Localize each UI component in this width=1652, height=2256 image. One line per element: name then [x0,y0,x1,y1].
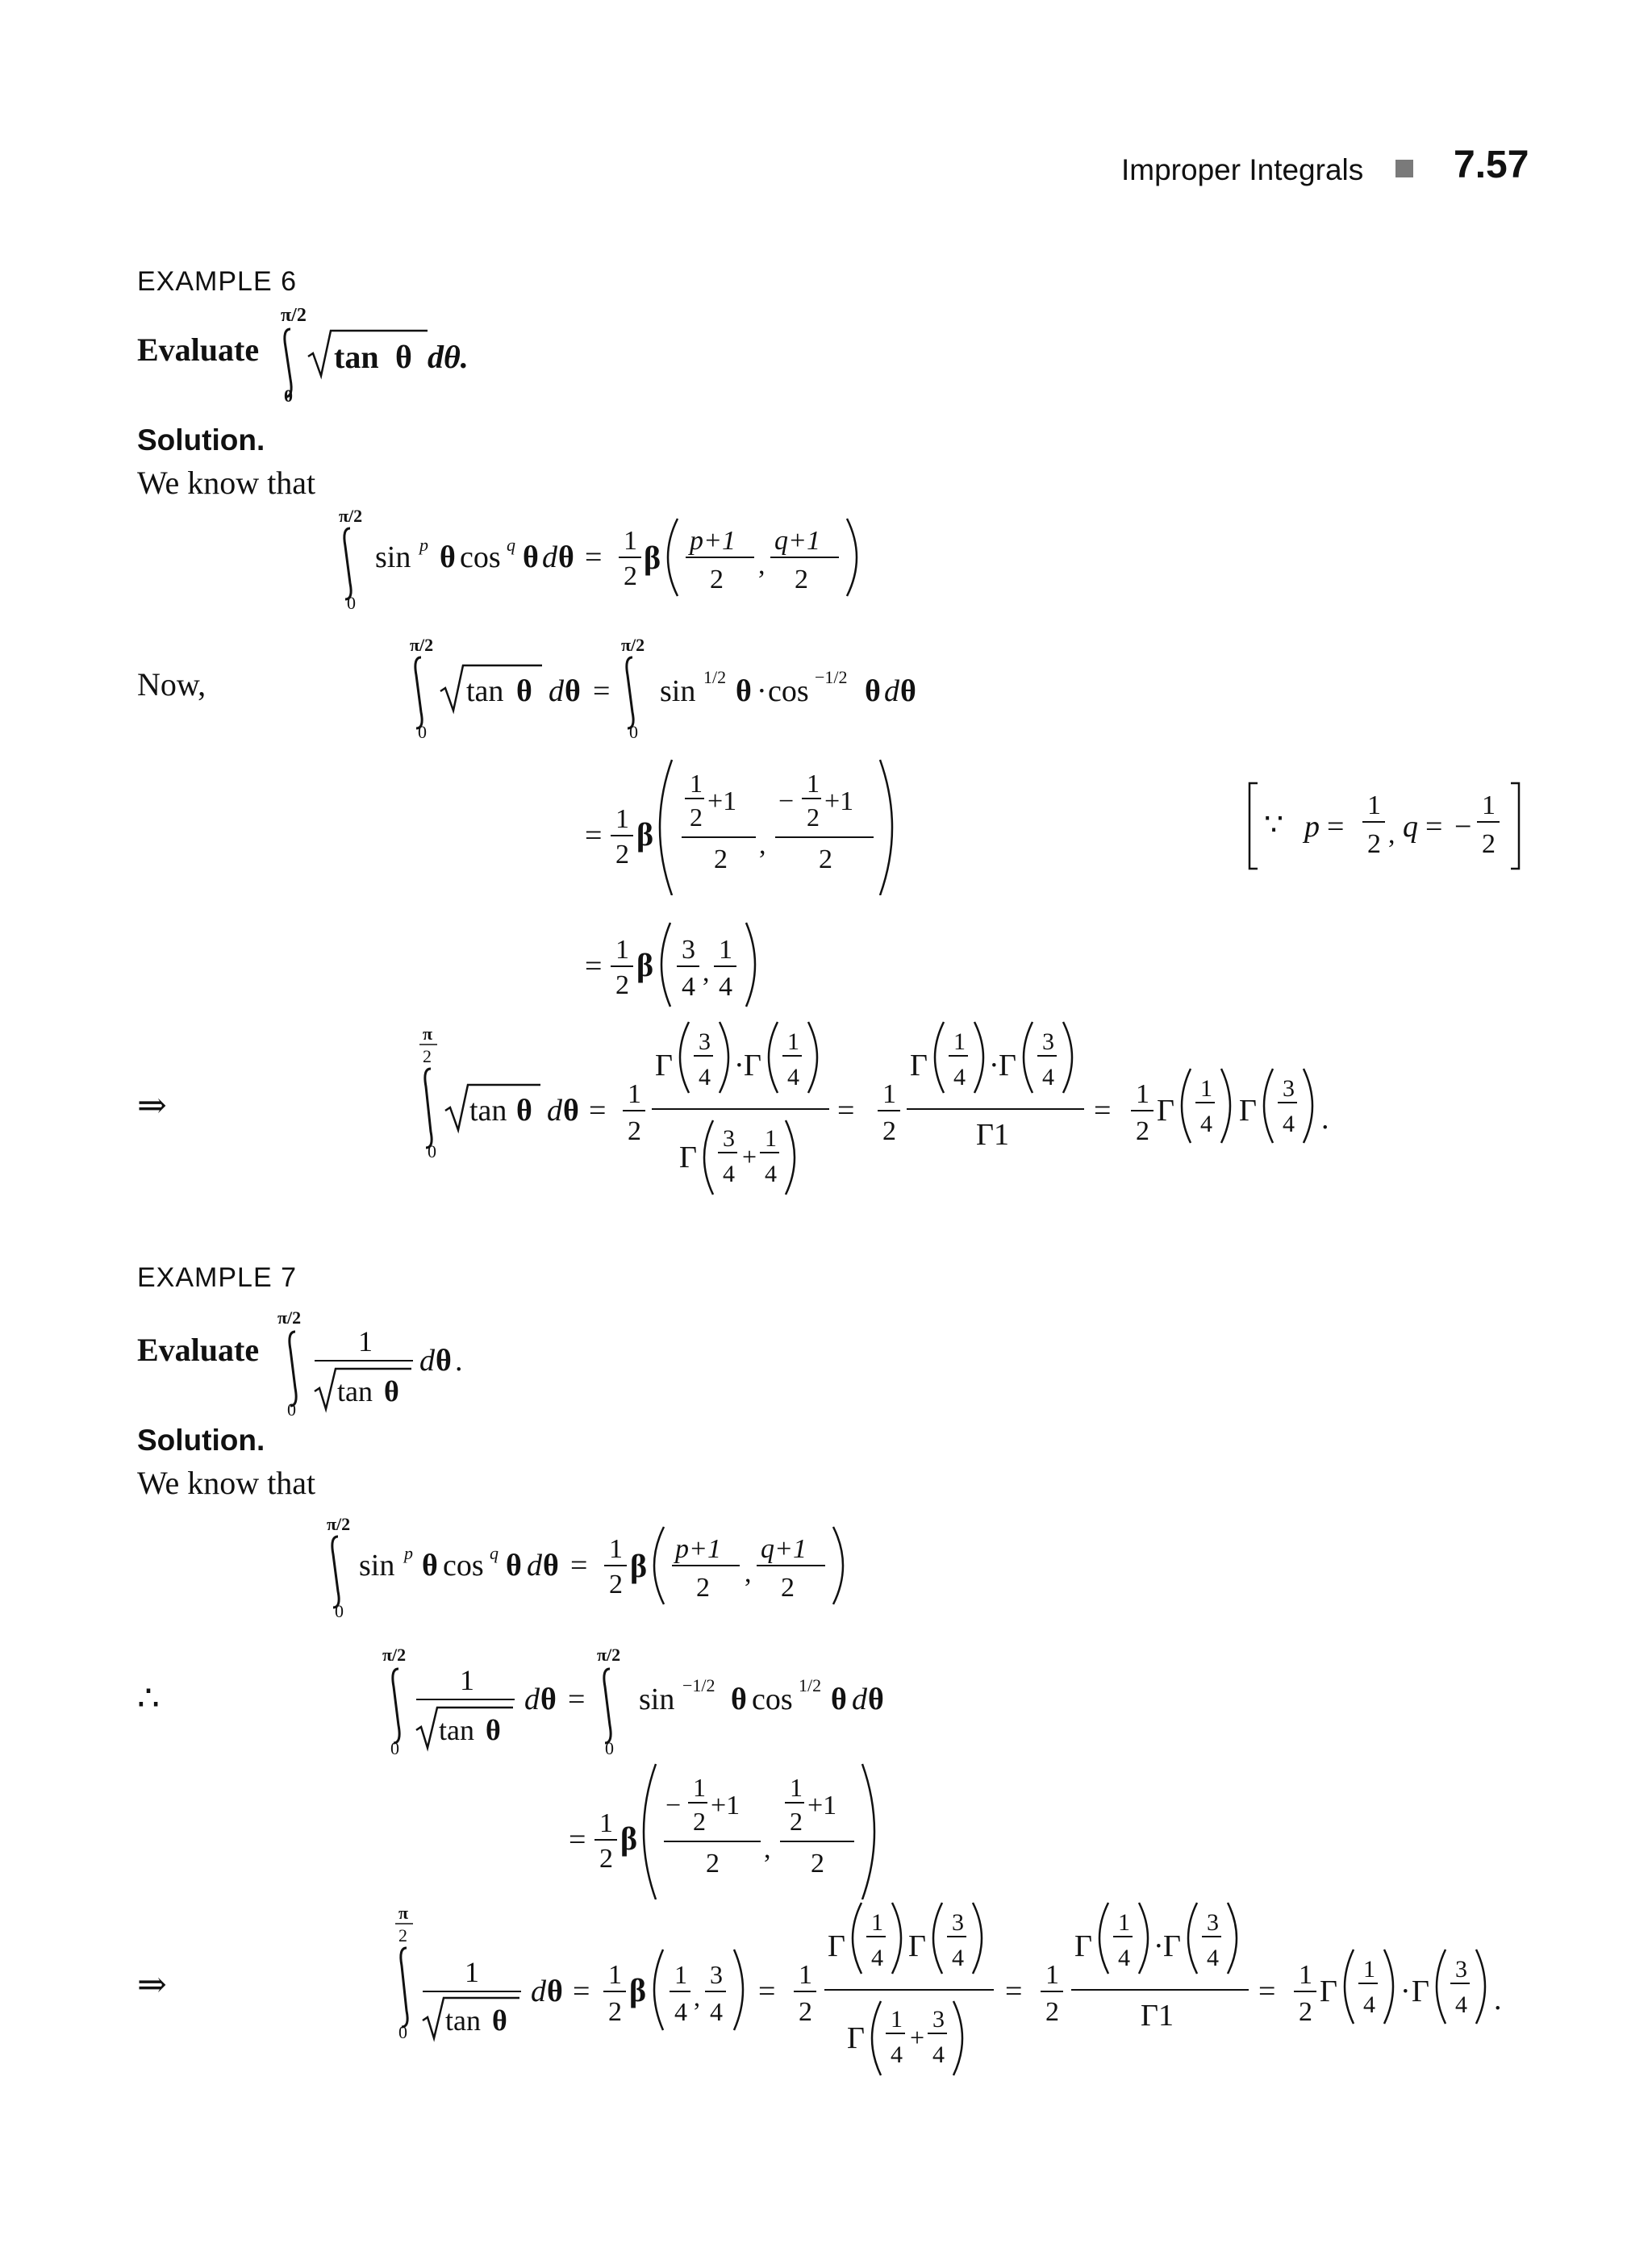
example-6-step-2 [577,911,803,1016]
svg-text:tan: tan [466,674,504,708]
svg-text:θ: θ [900,674,916,708]
svg-text:.: . [455,1344,463,1378]
svg-text:0: 0 [390,1738,399,1758]
example-6-we-know: We know that [137,465,316,501]
svg-text:4: 4 [953,1064,966,1090]
svg-text:2: 2 [882,1116,896,1146]
svg-text:θ: θ [384,1375,399,1407]
svg-text:,: , [764,1834,771,1864]
svg-text:0: 0 [347,593,356,613]
svg-text:sin: sin [375,540,411,574]
svg-text:,: , [758,550,766,580]
svg-text:1: 1 [693,1773,706,1802]
example-6-evaluate: Evaluate [137,332,260,368]
svg-text:2: 2 [811,1849,824,1879]
svg-text:=: = [589,1094,607,1128]
svg-text:1: 1 [599,1808,613,1838]
svg-text:θ: θ [516,674,532,708]
svg-text:2: 2 [696,1573,710,1603]
svg-text:π/2: π/2 [597,1645,621,1665]
svg-text:2: 2 [781,1573,795,1603]
svg-text:q: q [490,1543,499,1563]
svg-text:1: 1 [953,1028,966,1055]
svg-text:0: 0 [428,1141,436,1161]
example-6-beta-formula [331,504,912,617]
page-number: 7.57 [1454,144,1529,186]
svg-text:·: · [757,674,767,708]
svg-text:θ: θ [506,1549,522,1583]
svg-text:2: 2 [807,803,820,832]
example-7-we-know: We know that [137,1465,316,1501]
svg-text:+1: +1 [807,1791,837,1820]
svg-text:1: 1 [807,769,820,798]
example-6-final-result [411,1012,1379,1210]
svg-text:+1: +1 [824,786,854,816]
svg-text:2: 2 [599,1844,613,1874]
example-7-step-1 [561,1762,899,1899]
svg-text:1: 1 [787,1028,799,1055]
svg-text:d: d [542,540,557,574]
svg-text:0: 0 [398,2022,407,2042]
svg-text:,: , [759,830,766,860]
svg-text:1: 1 [891,2006,903,2033]
svg-text:Γ: Γ [847,2021,865,2055]
svg-text:β: β [620,1820,638,1857]
svg-text:4: 4 [674,1997,687,2026]
svg-text:sin: sin [359,1549,395,1583]
svg-text:θ: θ [516,1094,532,1128]
dtheta-text: dθ. [428,339,469,375]
svg-text:Γ: Γ [744,1049,761,1082]
svg-text:p+1: p+1 [690,526,736,556]
svg-text:cos: cos [460,540,501,574]
svg-text:4: 4 [932,2041,945,2068]
svg-text:Γ: Γ [655,1049,673,1082]
svg-text:4: 4 [723,1161,735,1187]
svg-text:3: 3 [682,935,695,965]
example-6-solution-heading: Solution. [137,423,265,457]
svg-text:∵: ∵ [1264,808,1284,842]
svg-text:θ: θ [440,540,456,574]
svg-text:2: 2 [819,844,832,874]
svg-text:θ: θ [868,1683,884,1716]
svg-text:cos: cos [768,674,809,708]
svg-text:2: 2 [693,1807,706,1836]
svg-text:+1: +1 [707,786,737,816]
svg-text:4: 4 [710,1997,723,2026]
svg-text:2: 2 [1299,1997,1312,2027]
svg-text:=: = [573,1975,590,2008]
example-7-evaluate: Evaluate [137,1332,260,1368]
svg-text:Γ: Γ [1157,1094,1174,1128]
example-7-final-result [387,1891,1533,2089]
svg-text:=: = [585,819,603,853]
example-7-beta-formula [319,1512,899,1625]
example-7-solution-heading: Solution. [137,1424,265,1457]
example-6-now-equation [403,633,968,746]
svg-text:4: 4 [1200,1111,1212,1137]
svg-text:,: , [703,957,710,987]
upper-limit: π/2 [281,305,307,326]
svg-text:β: β [636,947,654,983]
svg-text:4: 4 [699,1064,711,1090]
svg-text:−: − [778,786,795,816]
svg-text:tan: tan [337,1375,373,1407]
svg-text:θ: θ [731,1683,747,1716]
svg-text:3: 3 [699,1028,711,1055]
svg-text:+: + [742,1142,757,1171]
svg-text:0: 0 [335,1601,344,1621]
svg-text:θ: θ [831,1683,847,1716]
theta-text: θ [395,339,412,375]
svg-text:1: 1 [1200,1075,1212,1102]
example-6-implies-arrow: ⇒ [137,1086,167,1125]
svg-text:2: 2 [423,1046,432,1066]
svg-text:cos: cos [443,1549,484,1583]
svg-text:sin: sin [639,1683,675,1716]
example-6-label: EXAMPLE 6 [137,266,297,297]
svg-text:4: 4 [1118,1945,1130,1971]
example-7-implies-arrow: ⇒ [137,1965,167,2004]
svg-text:=: = [837,1094,855,1128]
svg-text:3: 3 [723,1125,735,1152]
svg-text:1: 1 [1045,1960,1059,1990]
svg-text:2: 2 [790,1807,803,1836]
svg-text:Γ: Γ [828,1929,845,1963]
svg-text:−: − [665,1791,682,1820]
svg-text:π/2: π/2 [621,635,645,655]
svg-text:·: · [989,1049,999,1082]
svg-text:2: 2 [706,1849,720,1879]
tan-text: tan [334,339,379,375]
svg-text:1/2: 1/2 [703,667,727,687]
svg-text:3: 3 [710,1960,723,1989]
svg-text:d: d [547,1094,562,1128]
svg-text:=: = [1425,810,1443,844]
svg-text:β: β [629,1972,647,2008]
svg-text:2: 2 [398,1925,407,1945]
svg-text:Γ: Γ [1320,1975,1337,2008]
svg-text:Γ: Γ [910,1049,928,1082]
svg-text:Γ: Γ [1239,1094,1257,1128]
svg-text:=: = [585,540,603,574]
svg-text:π/2: π/2 [410,635,434,655]
svg-text:π: π [423,1024,433,1044]
svg-text:−: − [1454,810,1472,844]
svg-text:cos: cos [752,1683,793,1716]
svg-text:4: 4 [719,972,732,1002]
svg-text:2: 2 [1136,1116,1149,1146]
svg-text:Γ: Γ [1074,1929,1092,1963]
example-7-therefore-equation [379,1641,928,1762]
svg-text:2: 2 [1367,829,1381,859]
svg-text:θ: θ [523,540,539,574]
svg-text:2: 2 [615,970,629,1000]
svg-text:2: 2 [1045,1997,1059,2027]
example-7-therefore: ∴ [137,1678,160,1718]
svg-text:4: 4 [1042,1064,1054,1090]
example-7-label: EXAMPLE 7 [137,1262,297,1293]
svg-text:θ: θ [436,1344,452,1378]
svg-text:0: 0 [605,1738,614,1758]
svg-text:tan: tan [445,2004,481,2037]
svg-text:θ: θ [736,674,752,708]
running-header-title: Improper Integrals [1121,153,1364,186]
svg-text:1: 1 [615,804,629,834]
svg-text:p+1: p+1 [675,1534,721,1564]
svg-text:1: 1 [465,1956,479,1988]
svg-text:p: p [404,1543,413,1563]
svg-text:=: = [585,949,603,983]
svg-text:1: 1 [615,935,629,965]
svg-text:=: = [1327,810,1345,844]
svg-text:0: 0 [629,722,638,742]
svg-text:=: = [568,1683,586,1716]
svg-text:π/2: π/2 [382,1645,407,1665]
svg-text:π/2: π/2 [339,506,363,526]
svg-text:3: 3 [952,1909,964,1936]
svg-text:4: 4 [1455,1991,1467,2018]
svg-text:·: · [1400,1975,1411,2008]
svg-text:π/2: π/2 [277,1307,302,1328]
svg-text:2: 2 [624,561,637,591]
svg-text:θ: θ [543,1549,559,1583]
svg-text:0: 0 [418,722,427,742]
svg-text:tan: tan [469,1094,507,1128]
example-6-now: Now, [137,666,206,703]
svg-text:d: d [549,674,564,708]
svg-text:θ: θ [547,1975,563,2008]
svg-text:p: p [419,535,428,555]
svg-text:4: 4 [871,1945,883,1971]
svg-text:·: · [1153,1929,1164,1963]
svg-text:2: 2 [799,1997,812,2027]
svg-text:θ: θ [563,1094,579,1128]
svg-text:4: 4 [1283,1111,1295,1137]
header-square-icon [1395,160,1413,177]
svg-text:−1/2: −1/2 [815,667,848,687]
svg-text:1: 1 [1118,1909,1130,1936]
svg-text:1: 1 [674,1960,687,1989]
svg-text:4: 4 [952,1945,964,1971]
svg-text:,: , [745,1558,752,1588]
svg-text:Γ: Γ [679,1141,697,1174]
svg-text:4: 4 [682,972,695,1002]
svg-text:1: 1 [608,1960,622,1990]
svg-text:3: 3 [1042,1028,1054,1055]
svg-text:=: = [593,674,611,708]
svg-text:2: 2 [615,840,629,869]
svg-text:1: 1 [1482,790,1496,820]
svg-text:p: p [1304,810,1320,844]
svg-text:4: 4 [787,1064,799,1090]
svg-text:0: 0 [287,1399,296,1420]
svg-text:2: 2 [609,1570,623,1599]
svg-text:2: 2 [795,565,808,594]
svg-text:d: d [531,1975,546,2008]
svg-text:Γ1: Γ1 [1141,1999,1174,2033]
svg-text:3: 3 [1455,1956,1467,1983]
svg-text:θ: θ [422,1549,438,1583]
svg-text:Γ1: Γ1 [976,1118,1009,1152]
svg-text:q: q [507,535,515,555]
svg-text:,: , [1388,819,1395,849]
svg-text:=: = [1258,1975,1276,2008]
svg-text:1: 1 [358,1325,373,1357]
svg-text:Γ: Γ [1412,1975,1429,2008]
svg-text:q+1: q+1 [774,526,820,556]
svg-text:d: d [884,674,899,708]
svg-text:.: . [1494,1983,1502,2016]
example-6-problem-integral [266,298,524,411]
svg-text:+: + [910,2023,925,2052]
svg-text:1: 1 [624,526,637,556]
svg-text:d: d [419,1344,435,1378]
svg-text:4: 4 [1363,1991,1375,2018]
svg-text:θ: θ [486,1714,501,1746]
svg-text:4: 4 [765,1161,777,1187]
svg-text:2: 2 [714,844,728,874]
svg-text:1: 1 [628,1079,641,1109]
svg-text:π/2: π/2 [327,1514,351,1534]
svg-text:1: 1 [799,1960,812,1990]
svg-text:1: 1 [460,1664,474,1696]
svg-text:=: = [758,1975,776,2008]
svg-text:θ: θ [565,674,581,708]
example-6-because-note [1246,778,1553,875]
svg-text:=: = [1094,1094,1112,1128]
svg-text:2: 2 [628,1116,641,1146]
svg-text:2: 2 [710,565,724,594]
svg-text:1: 1 [690,769,703,798]
example-7-problem-integral [274,1303,500,1424]
svg-text:1: 1 [1299,1960,1312,1990]
svg-text:+1: +1 [711,1791,740,1820]
svg-text:3: 3 [1207,1909,1219,1936]
svg-text:θ: θ [540,1683,557,1716]
svg-text:tan: tan [439,1714,474,1746]
svg-text:.: . [1321,1102,1329,1136]
svg-text:4: 4 [891,2041,903,2068]
svg-text:d: d [524,1683,540,1716]
svg-text:−1/2: −1/2 [682,1675,715,1695]
svg-text:θ: θ [558,540,574,574]
svg-text:θ: θ [492,2004,507,2037]
svg-text:1: 1 [1136,1079,1149,1109]
svg-text:1: 1 [871,1909,883,1936]
svg-text:=: = [570,1549,588,1583]
svg-text:1: 1 [719,935,732,965]
svg-text:q: q [1403,810,1418,844]
svg-text:,: , [694,1983,700,2012]
svg-text:Γ: Γ [999,1049,1016,1082]
svg-text:=: = [1005,1975,1023,2008]
svg-text:β: β [636,816,654,853]
svg-text:1: 1 [1363,1956,1375,1983]
svg-text:Γ: Γ [1163,1929,1181,1963]
svg-text:·: · [734,1049,745,1082]
svg-text:1: 1 [1367,790,1381,820]
svg-text:3: 3 [932,2006,945,2033]
svg-text:1: 1 [882,1079,896,1109]
example-6-step-1 [577,758,916,895]
svg-text:q+1: q+1 [761,1534,807,1564]
svg-text:θ: θ [865,674,881,708]
svg-text:=: = [569,1823,586,1857]
svg-text:1: 1 [790,1773,803,1802]
svg-text:2: 2 [1482,829,1496,859]
svg-text:2: 2 [690,803,703,832]
svg-text:1: 1 [609,1534,623,1564]
svg-text:3: 3 [1283,1075,1295,1102]
svg-text:Γ: Γ [908,1929,926,1963]
lower-limit: 0 [284,386,293,406]
svg-text:sin: sin [660,674,696,708]
svg-text:π: π [398,1903,409,1923]
svg-text:4: 4 [1207,1945,1219,1971]
svg-text:β: β [644,540,661,576]
svg-text:2: 2 [608,1997,622,2027]
svg-text:d: d [527,1549,542,1583]
svg-text:1/2: 1/2 [799,1675,822,1695]
svg-text:1: 1 [765,1125,777,1152]
svg-text:d: d [852,1683,867,1716]
svg-text:β: β [630,1548,648,1584]
